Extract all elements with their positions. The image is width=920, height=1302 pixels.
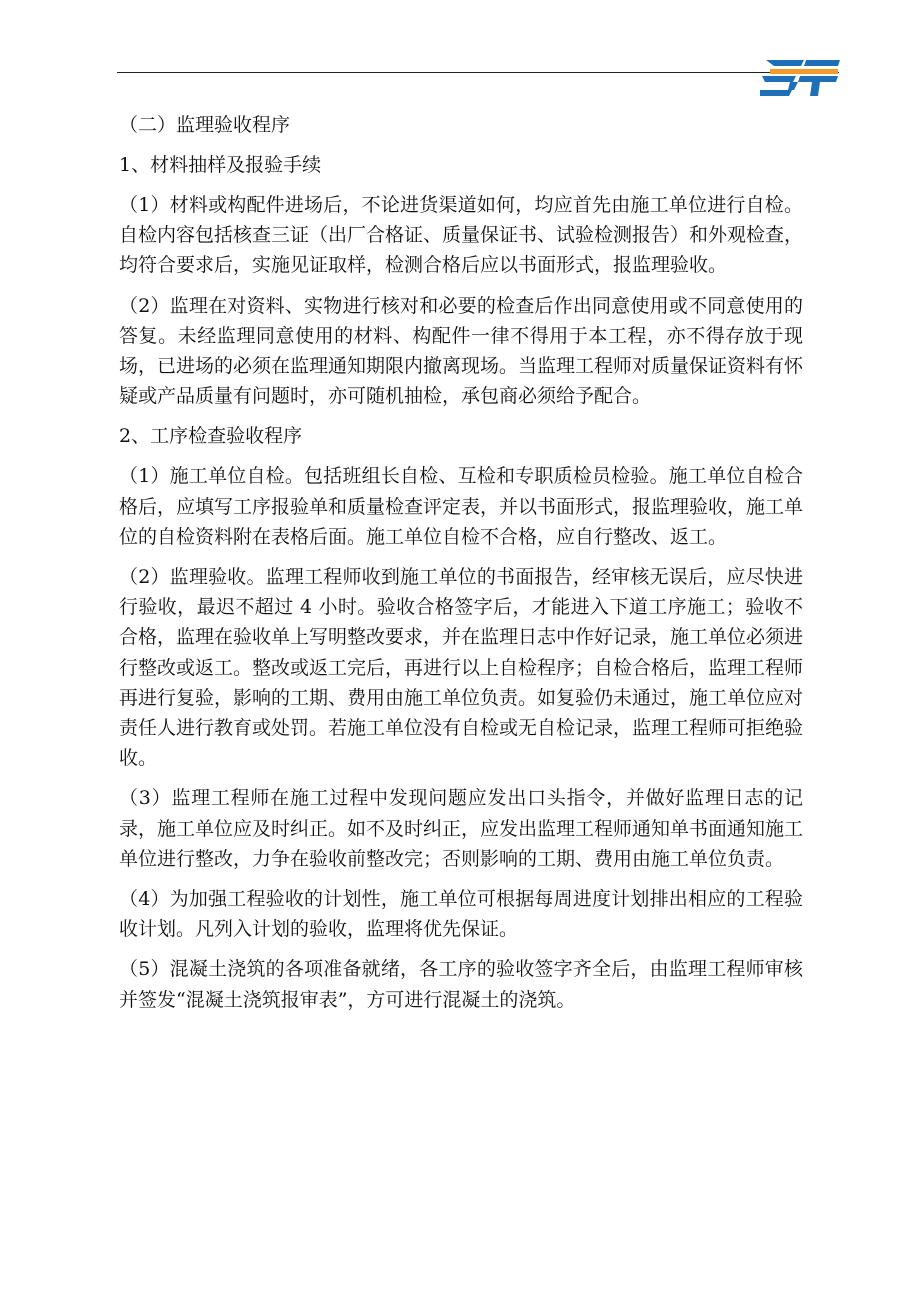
paragraph-2-5: （5）混凝土浇筑的各项准备就绪，各工序的验收签字齐全后，由监理工程师审核并签发“混凝土浇筑报审表”，方可进行混凝土的浇筑。 bbox=[119, 958, 803, 1011]
company-logo-icon bbox=[760, 56, 840, 98]
paragraph-2-2: （2）监理验收。监理工程师收到施工单位的书面报告，经审核无误后，应尽快进行验收，最迟不超过 4 小时。验收合格签字后，才能进入下道工序施工；验收不合格，监理在验收单上写明整改要求，并在监理日志中作好记录，施工单位必须进行整改或返工。整改或返工完后，再进行以上自检程序；自检合格后，监理工程师再进行复验，影响的工期、费用由施工单位负责。如复验仍未通过，施工单位应对责任人进行教育或处罚。若施工单位没有自检或无自检记录，监理工程师可拒绝验收。 bbox=[119, 566, 804, 770]
paragraph-2-3: （3）监理工程师在施工过程中发现问题应发出口头指令，并做好监理日志的记录，施工单位应及时纠正。如不及时纠正，应发出监理工程师通知单书面通知施工单位进行整改，力争在验收前整改完；否则影响的工期、费用由施工单位负责。 bbox=[119, 787, 804, 870]
document-body bbox=[119, 110, 803, 1025]
paragraph-2-1: （1）施工单位自检。包括班组长自检、互检和专职质检员检验。施工单位自检合格后，应填写工序报验单和质量检查评定表，并以书面形式，报监理验收，施工单位的自检资料附在表格后面。施工单位自检不合格，应自行整改、返工。 bbox=[119, 465, 804, 548]
subsection-title-2: 2、工序检查验收程序 bbox=[119, 425, 303, 448]
section-title: （二）监理验收程序 bbox=[119, 114, 291, 136]
paragraph-1-2: （2）监理在对资料、实物进行核对和必要的检查后作出同意使用或不同意使用的答复。未经监理同意使用的材料、构配件一律不得用于本工程，亦不得存放于现场，已进场的必须在监理通知期限内撤离现场。当监理工程师对质量保证资料有怀疑或产品质量有问题时，亦可随机抽检，承包商必须给予配合。 bbox=[119, 294, 804, 408]
subsection-title-1: 1、材料抽样及报验手续 bbox=[119, 154, 322, 176]
header-rule bbox=[117, 72, 839, 73]
paragraph-2-4: （4）为加强工程验收的计划性，施工单位可根据每周进度计划排出相应的工程验收计划。凡列入计划的验收，监理将优先保证。 bbox=[119, 888, 803, 941]
paragraph-1-1: （1）材料或构配件进场后，不论进货渠道如何，均应首先由施工单位进行自检。自检内容包括核查三证（出厂合格证、质量保证书、试验检测报告）和外观检查，均符合要求后，实施见证取样，检测合格后应以书面形式，报监理验收。 bbox=[119, 194, 804, 277]
